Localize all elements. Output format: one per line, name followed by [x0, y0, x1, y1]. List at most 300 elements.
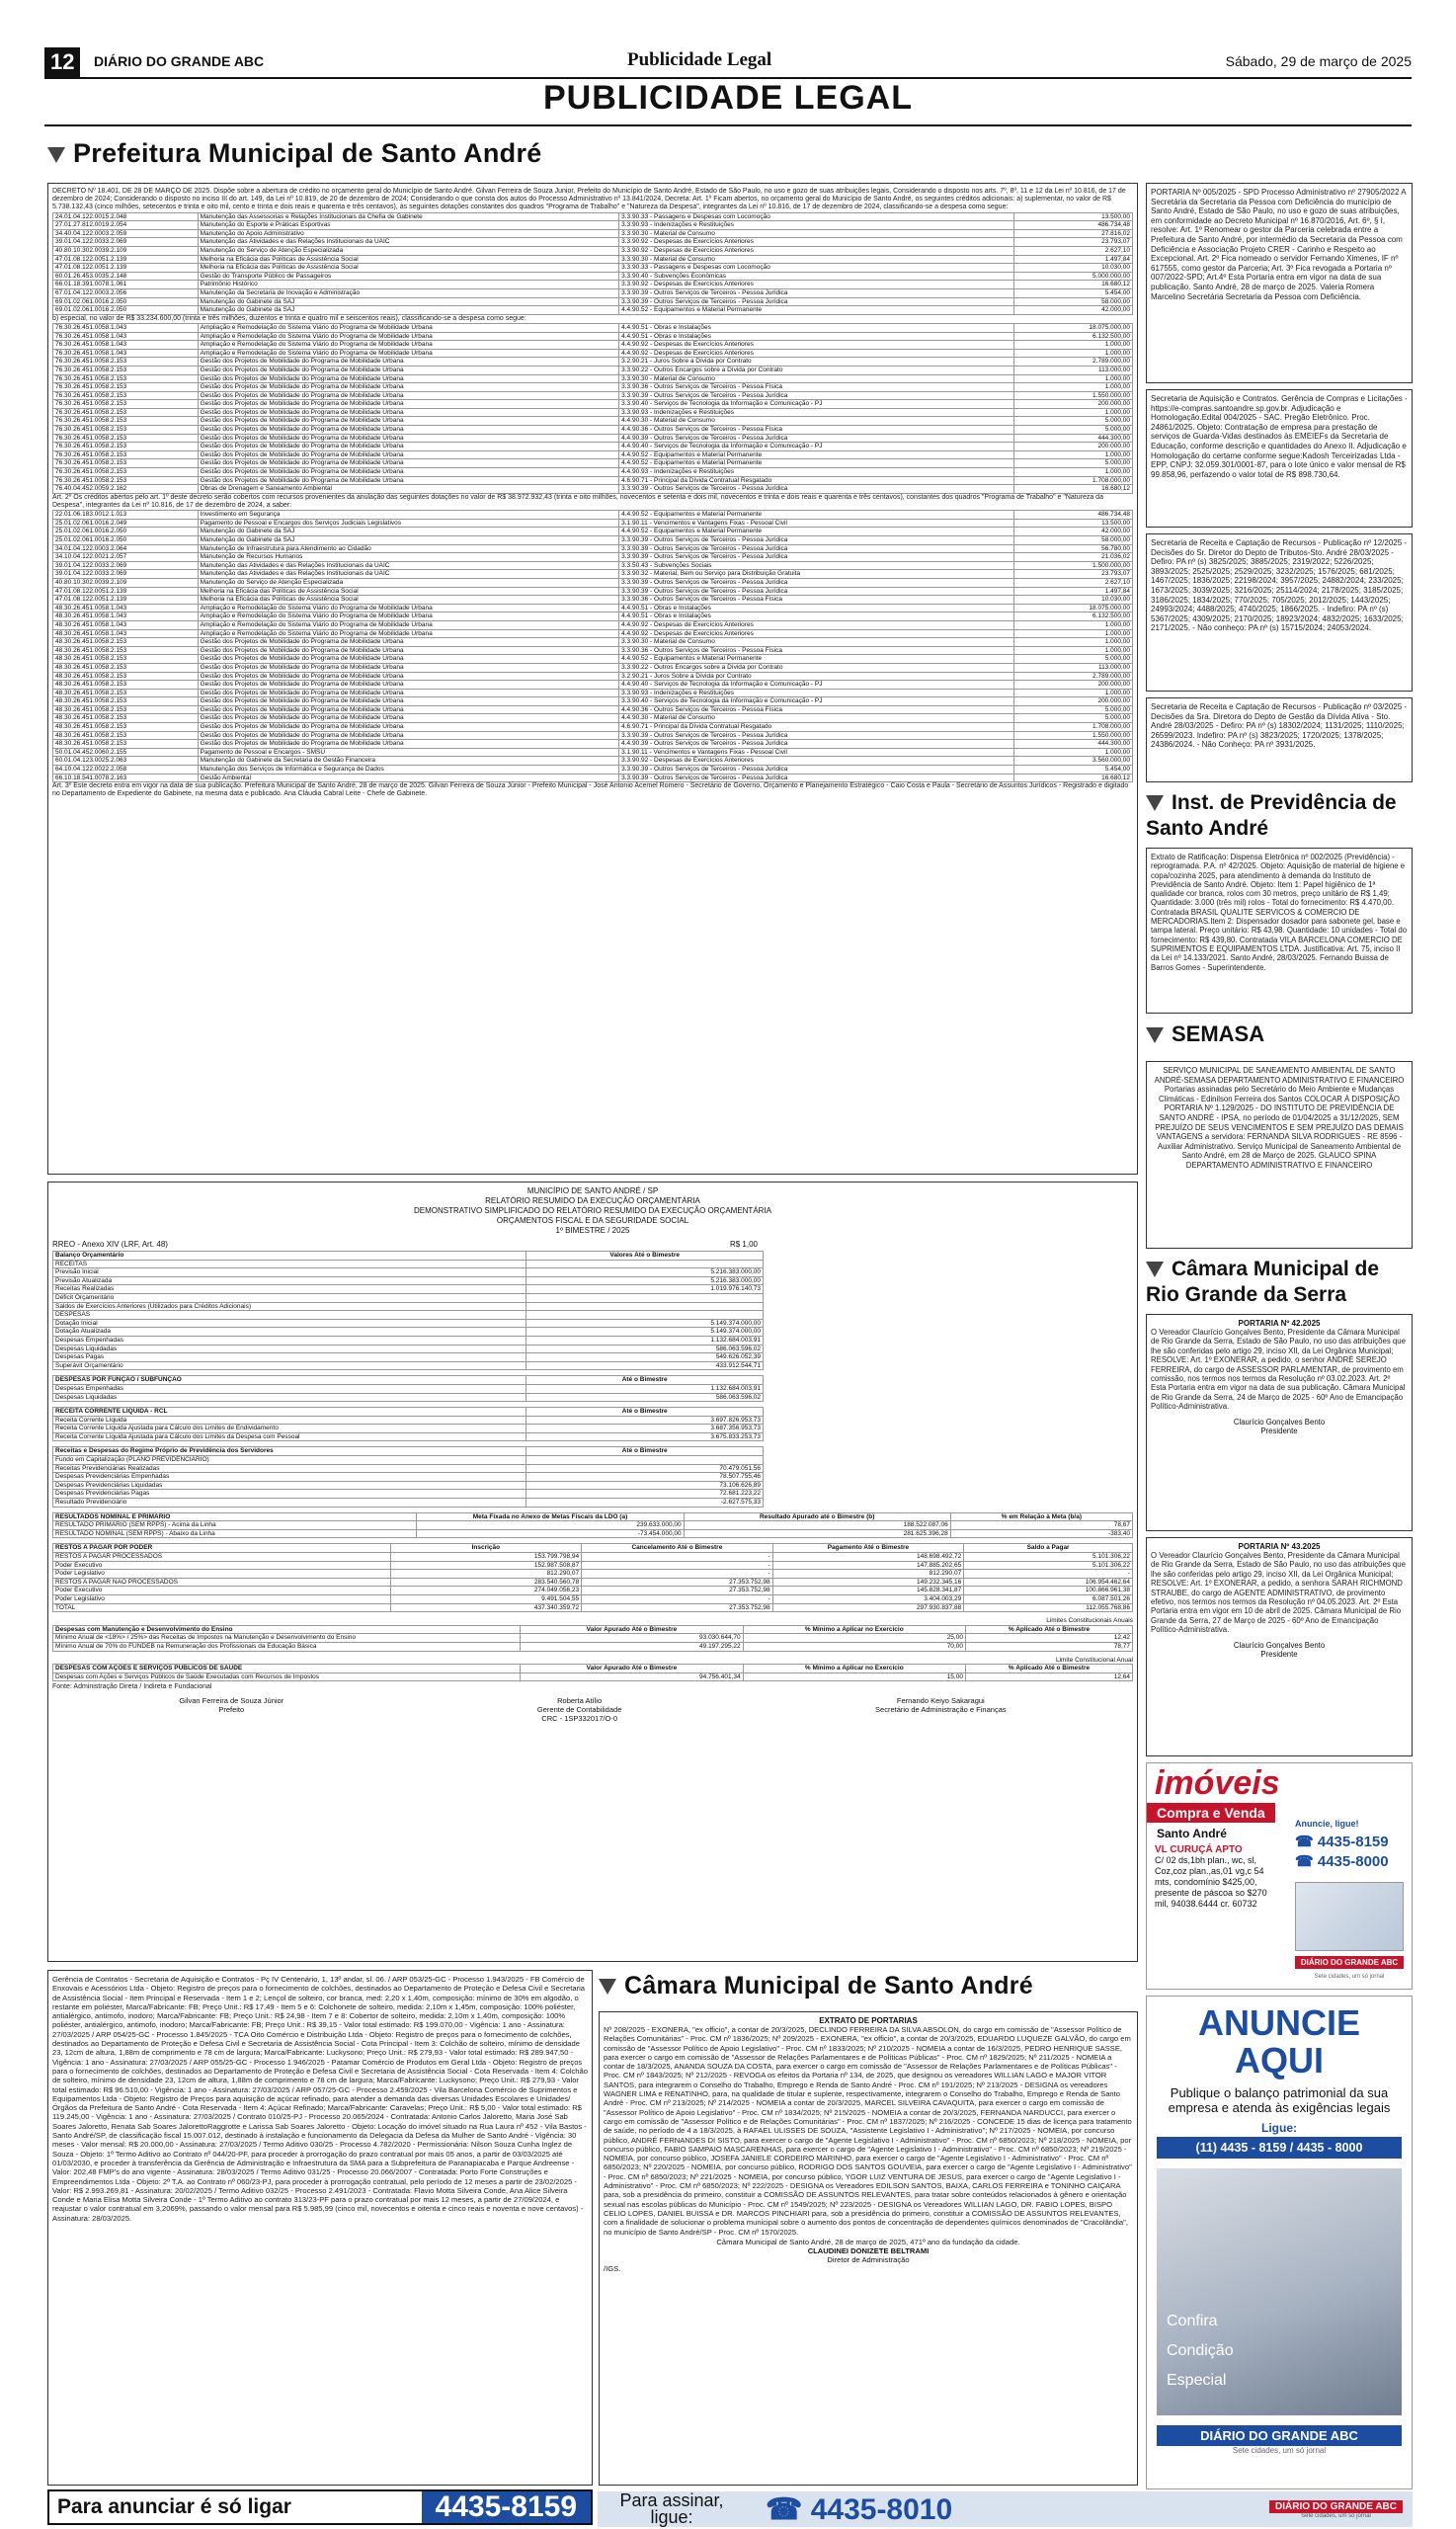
rgs-p2-heading: PORTARIA Nº 43.2025	[1238, 1542, 1321, 1551]
table-cell: Gestão dos Projetos de Mobilidade do Programa de Mobilidade Urbana	[198, 638, 619, 647]
table-cell: Receita Corrente Líquida Ajustada para Cálculo dos Limites da Despesa com Pessoal	[53, 1432, 526, 1441]
table-row	[53, 229, 1133, 238]
table-cell: 78,77	[965, 1642, 1132, 1651]
table-cell: 16.680,12	[1014, 774, 1133, 782]
ad-imoveis[interactable]	[1146, 1762, 1413, 1990]
table-cell: 3.3.90.39 - Outros Serviços de Terceiros - Pessoa Jurídica	[619, 485, 1014, 494]
table-cell: 437.340.359,72	[390, 1603, 582, 1612]
table-row	[53, 1456, 764, 1465]
table-cell: 3.2.90.21 - Juros Sobre a Dívida por Contrato	[619, 358, 1014, 367]
table-cell: Despesas Empenhadas	[53, 1336, 526, 1345]
triangle-icon	[1146, 795, 1164, 811]
table-cell: 4.4.90.51 - Obras e Instalações	[619, 604, 1014, 612]
rreo-ensino-limit-caption: Limites Constitucionais Anuais	[1046, 1617, 1133, 1625]
ad-imoveis-city: Santo André	[1157, 1827, 1227, 1840]
table-cell: 69.01.02.061.0016.2.050	[53, 297, 199, 306]
prefeitura-title-text: Prefeitura Municipal de Santo André	[73, 138, 542, 168]
table-cell: 1.500.000,00	[1014, 561, 1133, 570]
table-cell: Gestão dos Projetos de Mobilidade do Programa de Mobilidade Urbana	[198, 417, 619, 426]
table-cell: 3.3.90.22 - Outros Encargos sobre a Dívida por Contrato	[619, 366, 1014, 374]
prefeitura-title	[47, 138, 542, 169]
table-cell: 1.000,00	[1014, 620, 1133, 629]
ad-imoveis-photo	[1295, 1882, 1404, 1951]
table-row	[53, 1464, 764, 1473]
table-cell: Poder Legislativo	[53, 1594, 391, 1603]
table-cell: 47.01.08.122.0051.2.139	[53, 596, 199, 605]
table-row	[53, 1529, 1133, 1538]
table-cell: 73.106.626,89	[526, 1481, 764, 1490]
table-row	[53, 391, 1133, 400]
table-cell: Despesas Liquidadas	[53, 1393, 526, 1402]
table-cell: 5.000,00	[1014, 459, 1133, 468]
signature-block	[875, 1696, 1007, 1723]
table-cell: 812.290,07	[390, 1570, 582, 1579]
table-cell: 5.149.374.000,00	[526, 1319, 764, 1328]
rreo-heading-line: MUNICÍPIO DE SANTO ANDRÉ / SP	[526, 1186, 659, 1195]
ad-anuncie-logo: DIÁRIO DO GRANDE ABC	[1157, 2425, 1402, 2446]
table-cell: Gestão dos Projetos de Mobilidade do Programa de Mobilidade Urbana	[198, 723, 619, 732]
ad-footer-tagline: Sete cidades, um só jornal	[1301, 2512, 1371, 2519]
table-cell: 4.4.90.39 - Outros Serviços de Terceiros - Pessoa Jurídica	[619, 434, 1014, 443]
table-row	[53, 323, 1133, 332]
table-cell: 106.954.462,64	[964, 1578, 1133, 1587]
table-cell: 94.756.401,34	[521, 1672, 743, 1681]
table-cell: 5.000,00	[1014, 426, 1133, 435]
table-cell: 1.550.000,00	[1014, 391, 1133, 400]
newspaper-name: DIÁRIO DO GRANDE ABC	[94, 53, 265, 69]
table-cell: 549.626.052,39	[526, 1353, 764, 1362]
table-row	[53, 570, 1133, 579]
table-header-cell: % Mínimo a Aplicar no Exercício	[743, 1665, 965, 1673]
table-row	[53, 306, 1133, 315]
table-cell: 1.000,00	[1014, 408, 1133, 417]
semasa-text: SERVIÇO MUNICIPAL DE SANEAMENTO AMBIENTAL DE SANTO ANDRÉ-SEMASA DEPARTAMENTO ADMINISTRATIVO E FINANCEIRO Portarias assinadas pelo Secretário do Meio Ambiente e Mudanças Climáticas - Edinilson Ferreira dos Santos COLOCAR À DISPOSIÇÃO PORTARIA Nº 1.129/2025 - DO INSTITUTO DE PREVIDÊNCIA DE SANTO ANDRÉ - IPSA, no período de 01/04/2025 a 31/12/2025, SEM PREJUÍZO DE SEUS VENCIMENTOS E SEM PREJUÍZO DAS DEMAIS VANTAGENS a servidora: FERNANDA SILVA RODRIGUES - RE 8596 - Auxiliar Administrativo. Serviço Municipal de Saneamento Ambiental de Santo André, em 28 de Março de 2025. GLAUCO SPINA DEPARTAMENTO ADMINISTRATIVO E FINANCEIRO	[1154, 1066, 1405, 1170]
table-cell: Gestão dos Projetos de Mobilidade do Programa de Mobilidade Urbana	[198, 366, 619, 374]
table-row	[53, 697, 1133, 706]
ad-anuncie-tagline: Sete cidades, um só jornal	[1232, 2446, 1327, 2455]
table-cell: Ampliação e Remodelação do Sistema Viário do Programa de Mobilidade Urbana	[198, 349, 619, 358]
table-row	[53, 332, 1133, 341]
table-header-row	[53, 1625, 1133, 1634]
table-cell: 4.4.90.30 - Material de Consumo	[619, 417, 1014, 426]
table-cell: 15,00	[743, 1672, 965, 1681]
table-cell: 4.4.90.52 - Equipamentos e Material Permanente	[619, 459, 1014, 468]
table-row	[53, 1587, 1133, 1595]
table-row	[53, 272, 1133, 281]
table-row	[53, 646, 1133, 655]
table-header-cell: Valores Até o Bimestre	[526, 1252, 764, 1261]
table-row	[53, 1328, 764, 1337]
camara-sa-box	[599, 2011, 1138, 2486]
table-cell: 76.30.26.451.0058.2.153	[53, 400, 199, 409]
table-row	[53, 212, 1133, 221]
signature-line: CRC - 1SP332017/O-0	[541, 1713, 617, 1723]
table-cell: 4.4.90.52 - Equipamentos e Material Permanente	[619, 655, 1014, 664]
table-cell: 76.30.26.451.0058.2.153	[53, 383, 199, 392]
decree-especial: b) especial, no valor de R$ 33.234.600,00 (trinta e três milhões, duzentos e trinta e quatro mil e seiscentos reais), classificando-se a despesa como segue:	[52, 314, 526, 322]
table-cell: 25.01.02.061.0016.2.049	[53, 519, 199, 528]
table-row	[53, 374, 1133, 383]
table-cell: 67.01.04.122.0003.2.056	[53, 288, 199, 297]
table-cell: 58.000,00	[1014, 536, 1133, 545]
table-cell: Manutenção das Assessorias e Relações Institucionais da Chefia de Gabinete	[198, 212, 619, 221]
table-cell: 281.625.396,28	[684, 1529, 950, 1538]
table-row	[53, 1603, 1133, 1612]
table-header-row	[53, 1512, 1133, 1521]
table-row	[53, 536, 1133, 545]
rreo-heading-line: 1º BIMESTRE / 2025	[555, 1226, 630, 1235]
signature-line: Fernando Keiyo Sakaragui	[896, 1695, 985, 1705]
table-cell: Gestão dos Projetos de Mobilidade do Programa de Mobilidade Urbana	[198, 646, 619, 655]
table-row	[53, 1260, 764, 1268]
table-cell: -	[964, 1570, 1133, 1579]
table-cell: 3.3.90.93 - Indenizações e Restituições	[619, 408, 1014, 417]
table-cell: Déficit Orçamentário	[53, 1293, 526, 1302]
table-row	[53, 434, 1133, 443]
table-cell: Resultado Previdenciário	[53, 1499, 526, 1508]
table-cell: Ampliação e Remodelação do Sistema Viário do Programa de Mobilidade Urbana	[198, 612, 619, 621]
table-cell: 58.000,00	[1014, 297, 1133, 306]
table-cell: 1.132.684.003,91	[526, 1384, 764, 1393]
table-cell: Ampliação e Remodelação do Sistema Viário do Programa de Mobilidade Urbana	[198, 323, 619, 332]
table-cell: 48.30.26.451.0058.1.043	[53, 612, 199, 621]
table-row	[53, 629, 1133, 638]
srf2-text: Secretaria de Receita e Captação de Recursos - Publicação nº 03/2025 - Decisões da Sra. Diretora do Depto de Gestão da Dívida Ativa - Sto. André 28/03/2025 - Defiro: PA nº (s) 18302/2024; 1131/2025; 1110/2025; 26599/2023. Indefiro: PA nº (s) 3823/2025; 1720/2025; 1378/2025; 24386/2024. - Não Conheço: PA nº 3931/2025.	[1151, 702, 1408, 750]
table-cell: Gestão do Transporte Público de Passageiros	[198, 272, 619, 281]
srf1-box	[1146, 533, 1413, 692]
table-cell: Gestão dos Projetos de Mobilidade do Programa de Mobilidade Urbana	[198, 459, 619, 468]
table-cell: Fundo em Capitalização (PLANO PREVIDENCIÁRIO)	[53, 1456, 526, 1465]
table-cell: 3.3.90.33 - Passagens e Despesas com Locomoção	[619, 212, 1014, 221]
masthead	[44, 47, 1412, 77]
ad-imoveis-phone1-text: 4435-8159	[1317, 1834, 1389, 1850]
table-cell: 48.30.26.451.0058.2.153	[53, 723, 199, 732]
table-cell: 34.40.04.122.0003.2.059	[53, 229, 199, 238]
table-cell: 48.30.26.451.0058.2.153	[53, 714, 199, 723]
phone-icon: ☎	[1295, 1834, 1318, 1850]
table-row	[53, 587, 1133, 596]
table-cell: Manutenção do Gabinete da SAJ	[198, 297, 619, 306]
table-cell: 76.30.26.451.0058.1.043	[53, 349, 199, 358]
table-cell: Despesas Pagas	[53, 1353, 526, 1362]
table-cell: 3.687.356.953,73	[526, 1425, 764, 1433]
table-cell: 6.132.500,00	[1014, 332, 1133, 341]
table-suplementar	[52, 212, 1133, 315]
table-header-cell: DESPESAS POR FUNÇÃO / SUBFUNÇÃO	[53, 1376, 526, 1385]
table-cell: Gestão dos Projetos de Mobilidade do Programa de Mobilidade Urbana	[198, 400, 619, 409]
table-cell: 72.681.223,22	[526, 1490, 764, 1499]
ad-anuncie[interactable]	[1146, 1996, 1413, 2489]
table-cell: 1.000,00	[1014, 629, 1133, 638]
table-row	[53, 1642, 1133, 1651]
table-cell: 76.30.26.451.0058.2.153	[53, 476, 199, 485]
table-cell: Ampliação e Remodelação do Sistema Viário do Programa de Mobilidade Urbana	[198, 332, 619, 341]
table-cell: 4.4.90.52 - Equipamentos e Material Permanente	[619, 528, 1014, 536]
table-cell: 1.497,84	[1014, 587, 1133, 596]
rreo-heading-line: DEMONSTRATIVO SIMPLIFICADO DO RELATÓRIO RESUMIDO DA EXECUÇÃO ORÇAMENTÁRIA	[414, 1206, 771, 1215]
ad-anuncie-phones[interactable]: (11) 4435 - 8159 / 4435 - 8000	[1157, 2137, 1402, 2159]
table-cell: RESULTADO PRIMÁRIO (SEM RPPS) - Acima da Linha	[53, 1521, 417, 1530]
table-row	[53, 561, 1133, 570]
table-cell: 5.216.383.000,00	[526, 1268, 764, 1277]
table-cell: 3.3.90.39 - Outros Serviços de Terceiros - Pessoa Jurídica	[619, 766, 1014, 775]
table-row	[53, 748, 1133, 757]
ad-imoveis-phone2-text: 4435-8000	[1317, 1853, 1389, 1870]
table-header-row	[53, 1665, 1133, 1673]
table-cell: 76.30.26.451.0058.2.153	[53, 434, 199, 443]
table-cell: 5.216.383.000,00	[526, 1276, 764, 1285]
table-cell: -	[582, 1561, 773, 1570]
table-cell: 200.000,00	[1014, 681, 1133, 690]
ad-imoveis-brand: imóveis	[1155, 1764, 1280, 1802]
table-cell: 70.479.051,56	[526, 1464, 764, 1473]
table-cell: 4.4.90.93 - Indenizações e Restituições	[619, 468, 1014, 477]
table-row	[53, 288, 1133, 297]
table-cell: Superávit Orçamentário	[53, 1361, 526, 1370]
table-cell: 200.000,00	[1014, 400, 1133, 409]
decree-intro: DECRETO Nº 18.401, DE 28 DE MARÇO DE 2025. Dispõe sobre a abertura de crédito no orçamento geral do Município de Santo André. Gilvan Ferreira de Souza Junior, Prefeito do Município de Santo André, Estado de São Paulo, no uso e gozo de suas atribuições legais, Considerando o disposto nos arts. 7º, 8º, 11 e 12 da Lei nº 10.816, de 17 de dezembro de 2024; Considerando o disposto no inciso III do art. 149, da Lei nº 10.819, de 20 de dezembro de 2024; Considerando o que consta dos autos do Processo Administrativo nº 13.841/2024, Decreta: Art. 1º Ficam abertos, no orçamento geral do Município de Santo André, os seguintes créditos adicionais: a) suplementar, no valor de R$ 5.738.132,43 (cinco milhões, setecentos e trinta e oito mil, cento e trinta e dois reais e quarenta e três centavos), às seguintes dotações constantes dos quadros "Programa de Trabalho" e "Natureza da Despesa", integrantes da Lei nº 10.816, de 17 de dezembro de 2024, classificando-se a despesa como segue:	[52, 188, 1126, 211]
portaria-spd-text: PORTARIA Nº 005/2025 - SPD Processo Administrativo nº 27905/2022 A Secretária da Secretaria da Pessoa com Deficiência do município de Santo André, Estado de São Paulo, no uso e gozo de suas atribuições, em conformidade ao Decreto Municipal nº 16.870/2016, Art. 6º, § I, resolve: Art. 1º Renomear o gestor da Parceria celebrada entre a Prefeitura de Santo André, por intermédio da Secretaria da Pessoa com Deficiência e Associação Projeto CRER - Carinho e Respeito ao Excepcional. Art. 2º Fica nomeado o servidor Fernando Ximenes, IF nº 617555, como gestor da Parceria; Art. 3º Fica revogada a Portaria nº 007/2022-SPD; Art.4º Esta Portaria entra em vigor na data de sua publicação. Santo André, 28 de março de 2025. Valeria Romera Marcelino Secretária Secretaria da Pessoa com Deficiência.	[1151, 188, 1407, 301]
table-row	[53, 459, 1133, 468]
table-cell: 3.3.90.36 - Outros Serviços de Terceiros - Pessoa Física	[619, 383, 1014, 392]
rreo-label: RREO - Anexo XIV (LRF, Art. 48)	[52, 1240, 168, 1249]
table-cell: 4.4.90.36 - Outros Serviços de Terceiros - Pessoa Física	[619, 426, 1014, 435]
table-row	[53, 714, 1133, 723]
table-row	[53, 238, 1133, 247]
table-row	[53, 731, 1133, 740]
table-cell: Gestão dos Projetos de Mobilidade do Programa de Mobilidade Urbana	[198, 731, 619, 740]
table-cell	[526, 1260, 764, 1268]
table-row	[53, 612, 1133, 621]
table-row	[53, 450, 1133, 459]
ad-footer-text: Para assinar, ligue:	[619, 2491, 724, 2527]
table-cell: 3.697.826.953,73	[526, 1416, 764, 1425]
table-cell: 4.4.90.51 - Obras e Instalações	[619, 332, 1014, 341]
table-cell: 1.000,00	[1014, 383, 1133, 392]
table-cell: 5.000,00	[1014, 705, 1133, 714]
table-cell: 48.30.26.451.0058.2.153	[53, 646, 199, 655]
table-cell: 152.987.508,87	[390, 1561, 582, 1570]
ad-anuncie-photo	[1157, 2168, 1402, 2415]
table-row	[53, 255, 1133, 264]
table-cell: 3.3.50.43 - Subvenções Sociais	[619, 561, 1014, 570]
table-cell: -2.627.575,33	[526, 1499, 764, 1508]
table-header-row	[53, 1408, 764, 1417]
table-cell: 48.30.26.451.0058.2.153	[53, 672, 199, 681]
table-cell: Gestão Ambiental	[198, 774, 619, 782]
table-cell	[526, 1293, 764, 1302]
ad-imoveis-call: Anuncie, ligue!	[1295, 1819, 1359, 1829]
ad-anuncie-item: Confira	[1167, 2313, 1218, 2329]
portaria-spd	[1146, 183, 1413, 383]
table-cell: RESTOS A PAGAR NÃO PROCESSADOS	[53, 1578, 391, 1587]
table-row	[53, 1276, 764, 1285]
table-cell: 48.30.26.451.0058.2.153	[53, 638, 199, 647]
table-cell: 22.01.06.183.0012.1.013	[53, 511, 199, 520]
table-row	[53, 1490, 764, 1499]
table-cell: 3.3.90.39 - Outros Serviços de Terceiros - Pessoa Jurídica	[619, 774, 1014, 782]
table-cell: 3.3.90.30 - Material de Consumo	[619, 638, 1014, 647]
table-anulacao	[52, 510, 1133, 782]
ad-footer-phone	[766, 2492, 1269, 2527]
table-cell: Previsão Inicial	[53, 1268, 526, 1277]
table-row	[53, 528, 1133, 536]
table-cell: Despesas Previdenciárias Empenhadas	[53, 1473, 526, 1482]
rgs-p1-signer: Claurício Gonçalves Bento	[1233, 1417, 1326, 1427]
table-cell: 76.30.26.451.0058.2.153	[53, 374, 199, 383]
table-cell: 9.491.504,55	[390, 1594, 582, 1603]
table-header-cell: Resultado Apurado até o Bimestre (b)	[684, 1512, 950, 1521]
divider	[44, 124, 1412, 126]
table-cell: 13.500,00	[1014, 519, 1133, 528]
table-cell: Gestão dos Projetos de Mobilidade do Programa de Mobilidade Urbana	[198, 714, 619, 723]
table-cell: Poder Legislativo	[53, 1570, 391, 1579]
table-cell: 76.30.26.451.0058.2.153	[53, 408, 199, 417]
contracts-text: Gerência de Contratos - Secretaria de Aquisição e Contratos - Pç IV Centenário, 1, 13º andar, sl. 06. / ARP 053/25-GC - Processo 1.943/2025 - FB Comércio de Enxovais e Acessórios Ltda - Objeto: Registro de preços para o fornecimento de colchões, destinados ao Departamento de Proteção e Defesa Civil e Secretaria de Assistência Social - Item Principal e Reservada - Item 1 e 2; Lençol de solteiro, cor branca, med: 2,20 x 1,40m, composição: mínimo de 30% em algodão, o restante em poliéster, Marca/Fabricante: FB; Preço Unit.: R$ 17,49 - Item 5 e 6: Colchonete de solteiro, medida: 2,10m x 1,45m, composição: 100% poliéster, antialérgico, antimofo, inodoro; Marca/Fabricante: FB; Preço Unit.: R$ 24,98 - Item 7 e 8: Cobertor de solteiro, medida: 2,10m x 1,40m, composição: 100% poliéster, antialérgico, antimofo, inodoro; Marca/Fabricante: FB; Preço Unit.: R$ 39,15 - Valor total estimado: R$ 199.070,00 - Vigência: 1 ano - Assinatura: 27/03/2025 / ARP 054/25-GC - Processo 1.845/2025 - TCA Oito Comércio e Distribuição Ltda - Objeto: Registro de preços para o fornecimento de colchões, destinados ao Departamento de Proteção e Defesa Civil e Secretaria de Assistência Social - Cota Principal - Item 3: Colchão de solteiro, mínimo de densidade 23, 12cm de altura, 1,88m de comprimento e 78 cm de largura; Marca/Fabricante: Luckysono; Preço Unit.: R$ 279,93 - Valor total estimado: R$ 289.947,50 - Vigência: 1 ano - Assinatura: 27/03/2025 / ARP 055/25-GC - Processo 1.946/2025 - Patamar Comércio de Produtos em Geral Ltda - Objeto: Registro de preços para o fornecimento de colchões, destinados ao Departamento de Proteção e Defesa Civil e Secretaria de Assistência Social - Cota Reservada - Item 4: Colchão de solteiro, mínimo de densidade 23, 12cm de altura, 1,88m de comprimento e 78 cm de largura; Marca/Fabricante: Luckysono; Preço Unit.: R$ 279,93 - Valor total estimado: R$ 96.510,00 - Vigência: 1 ano - Assinatura: 27/03/2025 / ARP 057/25-GC - Processo 2.459/2025 - Vila Barcelona Comércio de Suprimentos e Equipamentos Ltda - Objeto: Registro de Preços para aquisição de açúcar refinado, para atender a demanda das diversas Unidades Escolares e Unidades/Órgãos da Prefeitura de Santo André - Cota Reservada - Item 4: Açúcar Refinado; Marca/Fabricante: Caravelas; Preço Unit.: R$ 5,00 - Valor total estimado: R$ 119.245,00 - Vigência: 1 ano - Assinatura: 27/03/2025 / Contrato 010/25-PJ - Processo 20.065/2024 - Contratada: Antonio Carlos Jaloretto, Maria José Sab Soares Jaloretto, Renata Sab Soares JalorettoRaggrotte e Larissa Sab Soares Jaloretto - Objeto: Locação do imóvel situado na Rua Laura nº 452 - Vila Bastos - Santo André/SP, de classificação fiscal 15.007.012, destinado à instalação e funcionamento da Delegacia da Defesa da Mulher de Santo André - Vigência: 30 meses - Valor mensal: R$ 20.000,00 - Assinatura: 27/03/2025 / Termo Aditivo 030/25 - Processo 4.782/2020 - Permissionária: Nilson Souza Cunha Inglez de Souza - Objeto: 1º Termo Aditivo ao Contrato nº 044/20-PF, para proceder à prorrogação do prazo contratual por mais 05 anos, a partir de 03/03/2025 até 01/03/2030, e proceder à transferência da Gerência de Administração e Infraestrutura da SMA para a Subprefeitura de Paranapiacaba e Parque Andreense - Valor: 202,48 FMP's do ano vigente - Assinatura: 28/03/2025 / Termo Aditivo 031/25 - Processo 20.066/2007 - Contratada: Porto Forte Construções e Empreendimentos Ltda - Objeto: 2º T.A. ao Contrato nº 060/23-PJ, para proceder à prorrogação contratual, pelo período de 12 meses a partir de 23/02/2025 - Valor: R$ 2.993.269,81 - Assinatura: 20/02/2025 / Termo Aditivo 032/25 - Processo 2.491/2023 - Contratada: Flavio Motta Silveira Conde, Ana Alice Silveira Conde e Maria Elisa Motta Silveira Conde - 1º Termo Aditivo ao contrato 313/23-PF para o prazo contratual por mais 12 meses, a partir de 27/09/2024, e reajustar o valor contratual em 3,2069%, passando o valor mensal para R$ 5.985,99 (cinco mil, novecentos e oitenta e cinco reais e noventa e nove centavos) - Assinatura: 28/03/2025.	[52, 1975, 588, 2223]
table-row	[53, 349, 1133, 358]
signature-block	[537, 1696, 621, 1723]
table-header-cell: Valor Apurado Até o Bimestre	[521, 1665, 743, 1673]
table-cell: 47.01.08.122.0051.2.139	[53, 587, 199, 596]
table-row	[53, 596, 1133, 605]
table-cell: 3.3.90.93 - Indenizações e Restituições	[619, 689, 1014, 697]
table-cell: Gestão dos Projetos de Mobilidade do Programa de Mobilidade Urbana	[198, 383, 619, 392]
table-cell: 6.132.500,00	[1014, 612, 1133, 621]
table-cell: Poder Executivo	[53, 1587, 391, 1595]
ad-anuncie-title2: AQUI	[1235, 2040, 1324, 2080]
table-row	[53, 1499, 764, 1508]
table-cell: 23.793,07	[1014, 570, 1133, 579]
table-cell: 76.30.26.451.0058.2.153	[53, 450, 199, 459]
table-cell: Patrimônio Histórico	[198, 281, 619, 289]
rreo-heading	[52, 1186, 1133, 1236]
table-cell: 48.30.26.451.0058.2.153	[53, 705, 199, 714]
triangle-icon	[1146, 1027, 1164, 1043]
table-row	[53, 485, 1133, 494]
table-row	[53, 604, 1133, 612]
table-header-cell: Receitas e Despesas do Regime Próprio de Previdência dos Servidores	[53, 1447, 526, 1456]
table-header-cell: RESULTADOS NOMINAL E PRIMÁRIO	[53, 1512, 417, 1521]
table-cell: Poder Executivo	[53, 1561, 391, 1570]
table-row	[53, 1634, 1133, 1643]
table-cell: 5.101.306,22	[964, 1553, 1133, 1562]
table-cell: 153.799.798,94	[390, 1553, 582, 1562]
table-cell: 66.10.18.541.0078.2.163	[53, 774, 199, 782]
table-cell: Gestão dos Projetos de Mobilidade do Programa de Mobilidade Urbana	[198, 697, 619, 706]
table-cell: TOTAL	[53, 1603, 391, 1612]
table-cell: 5.000,00	[1014, 714, 1133, 723]
table-cell: 444.300,00	[1014, 740, 1133, 749]
table-cell: -383,40	[950, 1529, 1132, 1538]
table-row	[53, 519, 1133, 528]
table-cell: 113.000,00	[1014, 663, 1133, 672]
rreo-meta	[52, 1240, 1133, 1249]
table-cell: 1.708.000,00	[1014, 723, 1133, 732]
table-cell: Gestão dos Projetos de Mobilidade do Programa de Mobilidade Urbana	[198, 740, 619, 749]
table-cell: Ampliação e Remodelação do Sistema Viário do Programa de Mobilidade Urbana	[198, 629, 619, 638]
table-cell: 3.3.90.36 - Outros Serviços de Terceiros - Pessoa Física	[619, 596, 1014, 605]
table-header-cell: Meta Fixada no Anexo de Metas Fiscais da LDO (a)	[417, 1512, 684, 1521]
ad-footer-brand	[1269, 2500, 1403, 2519]
table-cell: 3.404.003,29	[772, 1594, 964, 1603]
table-cell: 40.80.10.302.0039.2.109	[53, 578, 199, 587]
table-row	[53, 476, 1133, 485]
table-cell: 1.708.000,00	[1014, 476, 1133, 485]
table-header-row	[53, 1252, 764, 1261]
table-cell: 274.049.056,23	[390, 1587, 582, 1595]
table-cell: 3.3.90.92 - Despesas de Exercícios Anteriores	[619, 246, 1014, 255]
banner: PUBLICIDADE LEGAL	[543, 79, 913, 117]
table-cell: 27.353.752,98	[582, 1603, 773, 1612]
table-cell: 3.3.90.92 - Despesas de Exercícios Anteriores	[619, 757, 1014, 766]
table-cell: 486.734,48	[1014, 221, 1133, 230]
table-cell: 49.197.295,22	[521, 1642, 743, 1651]
ad-footer[interactable]	[598, 2491, 1413, 2527]
table-cell: 6.087.501,26	[964, 1594, 1133, 1603]
table-cell: Mínimo Anual de <18%> / 25%> das Receitas de Impostos na Manutenção e Desenvolvimento do Ensino	[53, 1634, 521, 1643]
table-cell: 76.30.26.451.0058.1.043	[53, 332, 199, 341]
table-cell: Gestão dos Projetos de Mobilidade do Programa de Mobilidade Urbana	[198, 391, 619, 400]
table-cell: 48.30.26.451.0058.2.153	[53, 689, 199, 697]
table-row	[53, 1293, 764, 1302]
table-cell: Manutenção do Apoio Administrativo	[198, 229, 619, 238]
table-cell: 3.3.90.39 - Outros Serviços de Terceiros - Pessoa Jurídica	[619, 391, 1014, 400]
table-row	[53, 221, 1133, 230]
table-cell: 1.132.684.003,91	[526, 1336, 764, 1345]
table-cell: Gestão dos Projetos de Mobilidade do Programa de Mobilidade Urbana	[198, 663, 619, 672]
table-cell: 586.063.596,02	[526, 1345, 764, 1353]
table-cell: 4.4.90.51 - Obras e Instalações	[619, 323, 1014, 332]
table-cell: 4.4.90.36 - Outros Serviços de Terceiros - Pessoa Física	[619, 705, 1014, 714]
table-cell: 4.4.90.40 - Serviços de Tecnologia da Informação e Comunicação - PJ	[619, 443, 1014, 451]
table-row	[53, 281, 1133, 289]
table-cell: 3.3.90.39 - Outros Serviços de Terceiros - Pessoa Jurídica	[619, 553, 1014, 562]
ad-imoveis-logo: DIÁRIO DO GRANDE ABC	[1295, 1956, 1404, 1969]
table-row	[53, 408, 1133, 417]
camara-sa-text: Nº 208/2025 - EXONERA, "ex officio", a contar de 20/3/2025, DECLINDO FERREIRA DA SILVA ABSOLON, do cargo em comissão de "Assessor Político de Relações Comunitárias" - Proc. CM nº 1836/2025; Nº 209/2025 - EXONERA, "ex officio", a contar de 20/3/2025, EDUARDO LUQUEZE GALVÃO, do cargo em comissão de "Assessor Político de Apoio Legislativo" - Proc. CM nº 1833/2025; Nº 210/2025 - NOMEIA a contar de 16/3/2025, PEDRO HENRIQUE SASSE, para exercer o cargo em comissão de "Assessor de Relações Parlamentares e de Políticas Públicas" - Proc. CM nº 1829/2025; Nº 211/2025 - NOMEIA a contar de 18/3/2025, ANANDA SOUZA DA COSTA, para exercer o cargo em comissão de "Assessor de Relações Parlamentares e de Políticas Públicas" - Proc. CM nº 1843/2025; Nº 212/2025 - REVOGA os efeitos da Portaria nº 134, de 2025, que designou os vereadores WILLIAN LAGO e MAJOR VITOR SANTOS, para integrarem o Conselho do Trabalho, Emprego e Renda de Santo André - Proc. CM nº 191/2025; Nº 213/2025 - DESIGNA os vereadores WAGNER LIMA e RENATINHO, para, na qualidade de titular e suplente, respectivamente, integrarem o Conselho do Trabalho, Emprego e Renda de Santo André - Proc. CM nº 213/2025; Nº 214/2025 - NOMEIA a contar de 20/3/2025, MARCEL SILVEIRA CAVAQUITA, para exercer o cargo em comissão de "Assessor Político de Apoio Legislativo" - Proc. CM nº 1834/2025; Nº 215/2025 - NOMEIA a contar de 20/3/2025, FERNANDA NARDUCCI, para exercer o cargo em comissão de "Assessor Político e de Relações Comunitárias" - Proc. CM nº 1837/2025; Nº 216/2025 - CONCEDE 15 dias de licença para tratamento de saúde, no período de 4 a 18/3/2025, à RAFAEL ULISSES DE SOUZA, "Assistente Legislativo I - Administrativo"; Nº 217/2025 - NOMEIA, por concurso público, ANDRÉ FERNANDES DI SISTO, para exercer o cargo de "Agente Legislativo I - Administrativo" - Proc. CM nº 6850/2023; Nº 218/2025 - NOMEIA, por concurso público, FABIO SAMPAIO MASCARENHAS, para exercer o cargo de "Agente Legislativo I - Administrativo" - Proc. CM nº 6850/2023; Nº 219/2025 - NOMEIA, por concurso público, JOSEFA JANIELE CORDEIRO MARINHO, para exercer o cargo de "Agente Legislativo I - Administrativo" - Proc. CM nº 6850/2023; Nº 220/2025 - NOMEIA, por concurso público, RODRIGO DOS SANTOS GOUVEIA, para exercer o cargo de "Agente Legislativo I - Administrativo" - Proc. CM nº 6850/2023; Nº 221/2025 - NOMEIA, por concurso público, YGOR LUIZ VENTURA DE JESUS, para exercer o cargo de "Agente Legislativo I - Administrativo" - Proc. CM nº 6850/2023; Nº 222/2025 - DESIGNA os Vereadores EDILSON SANTOS, BAIXA, CARLOS FERREIRA e TONINHO CAIÇARA para, sob a presidência do primeiro, constituir a COMISSÃO DE ASSUNTOS RELEVANTES, para tratar sobre conteúdos relacionados à gênero e orientação sexual nas escolas públicas do Município - Proc. CM nº 1549/2025; Nº 223/2025 - DESIGNA os Vereadores WILLIAN LAGO, DR. FABIO LOPES, BISPO CELIO LOPES, DANIEL BUISSA e DR. MARCOS PINCHIARI para, sob a presidência do primeiro, constituir a COMISSÃO DE ASSUNTOS RELEVANTES, com a finalidade de solucionar o problema municipal sobre o aumento dos pontos de concentração de dependentes químicos denominados de "Cracolândia", no município de Santo André/SP - Proc. CM nº 1570/2025.	[604, 2025, 1132, 2237]
table-cell: 2.627,10	[1014, 246, 1133, 255]
triangle-icon	[47, 147, 65, 163]
table-cell: 4.4.90.30 - Material de Consumo	[619, 714, 1014, 723]
table-cell: 39.01.04.122.0033.2.069	[53, 238, 199, 247]
ad-anunciar-phone[interactable]: 4435-8159	[422, 2491, 591, 2523]
table-especial	[52, 323, 1133, 494]
signature-line: Gerente de Contabilidade	[536, 1704, 622, 1714]
table-cell: 34.10.04.122.0021.2.057	[53, 553, 199, 562]
table-cell: 12,64	[965, 1672, 1132, 1681]
table-cell: 3.3.90.32 - Material, Bem ou Serviço para Distribuição Gratuita	[619, 570, 1014, 579]
table-cell: Melhoria na Eficácia das Políticas de Assistência Social	[198, 255, 619, 264]
table-cell: Manutenção do Serviço de Atenção Especializada	[198, 578, 619, 587]
table-cell: 48.30.26.451.0058.2.153	[53, 731, 199, 740]
table-cell: Manutenção do Gabinete da SAJ	[198, 528, 619, 536]
table-cell: 42.000,00	[1014, 528, 1133, 536]
table-cell: 76.30.26.451.0058.2.153	[53, 443, 199, 451]
table-cell: 13.500,00	[1014, 212, 1133, 221]
table-cell: 4.4.90.52 - Equipamentos e Material Permanente	[619, 511, 1014, 520]
table-cell: Gestão dos Projetos de Mobilidade do Programa de Mobilidade Urbana	[198, 358, 619, 367]
table-row	[53, 620, 1133, 629]
decree-art3: Art. 3º Este decreto entra em vigor na data de sua publicação. Prefeitura Municipal de Santo André, 28 de março de 2025. Gilvan Ferreira de Souza Júnior - Prefeito Municipal - José Antonio Acemel Romero - Secretário de Governo, Orçamento e Planejamento Estratégico - Caio Costa e Paula - Secretário de Assuntos Jurídicos - Registrado e digitado no Departamento de Expediente do Gabinete, na mesma data e publicado. Ana Cláudia Cabral Leite - Chefe de Gabinete.	[52, 782, 1129, 798]
table-cell: 76.30.26.451.0058.2.153	[53, 468, 199, 477]
table-row	[53, 1384, 764, 1393]
rreo-resultados	[52, 1512, 1133, 1539]
table-cell: 2.789.000,00	[1014, 358, 1133, 367]
table-cell: 2.789.000,00	[1014, 672, 1133, 681]
table-cell: Manutenção do Gabinete da SAJ	[198, 536, 619, 545]
table-cell: 39.01.04.122.0033.2.069	[53, 570, 199, 579]
rgs-portaria-43	[1146, 1537, 1413, 1756]
